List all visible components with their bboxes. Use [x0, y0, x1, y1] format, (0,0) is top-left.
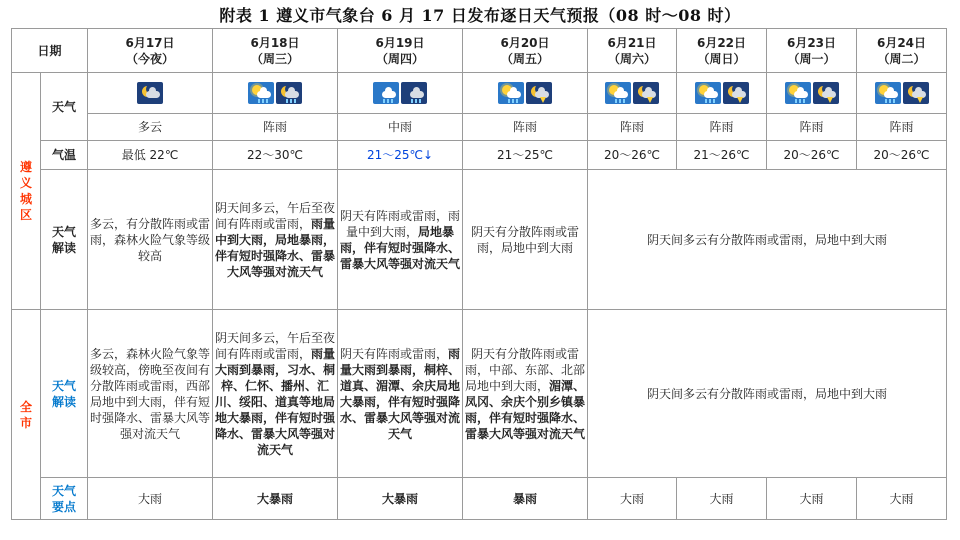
night-shower-icon	[276, 82, 302, 104]
key-value: 大雨	[767, 478, 857, 520]
city-temp-row	[12, 141, 947, 170]
sun-shower-icon	[875, 82, 901, 104]
interp-text: 多云，森林火险气象等级较高，傍晚至夜间有分散阵雨或雷雨，西部局地中到大雨，伴有短时强降水、雷暴大风等强对流天气	[88, 310, 213, 478]
weather-text: 阵雨	[677, 114, 767, 141]
day-header: 6月20日 （周五）	[463, 29, 588, 73]
temp-value: 20～26℃	[857, 141, 947, 170]
weather-icon-cell	[857, 73, 947, 114]
interp-label: 天气 解读	[41, 170, 88, 310]
temp-value: 21～26℃	[677, 141, 767, 170]
sun-shower-icon	[248, 82, 274, 104]
whole-interp-row	[12, 310, 947, 478]
key-value: 大暴雨	[338, 478, 463, 520]
day-header: 6月17日 （今夜）	[88, 29, 213, 73]
day-header: 6月19日 （周四）	[338, 29, 463, 73]
header-row	[12, 29, 947, 73]
temp-label: 气温	[41, 141, 88, 170]
sun-shower-icon	[785, 82, 811, 104]
city-interp-row	[12, 170, 947, 310]
key-value: 大雨	[857, 478, 947, 520]
interp-text: 阴天有分散阵雨或雷雨，局地中到大雨	[463, 170, 588, 310]
weather-icon-cell	[588, 73, 677, 114]
weather-text: 阵雨	[463, 114, 588, 141]
key-value: 大暴雨	[213, 478, 338, 520]
interp-text-merged: 阴天间多云有分散阵雨或雷雨，局地中到大雨	[588, 170, 947, 310]
night-shower-icon	[903, 82, 929, 104]
weather-icon-cell	[213, 73, 338, 114]
weather-text: 多云	[88, 114, 213, 141]
region-city-label: 遵 义 城 区	[12, 73, 41, 310]
night-shower-icon	[633, 82, 659, 104]
day-header: 6月18日 （周三）	[213, 29, 338, 73]
weather-text: 阵雨	[588, 114, 677, 141]
forecast-table	[11, 28, 947, 520]
interp-text: 阴天有分散阵雨或雷雨，中部、东部、北部局地中到大雨，湄潭、凤冈、余庆个别乡镇暴雨，伴有短时强降水、雷暴大风等强对流天气	[463, 310, 588, 478]
sun-shower-icon	[695, 82, 721, 104]
region-whole-label: 全 市	[12, 310, 41, 520]
temp-value: 最低 22℃	[88, 141, 213, 170]
weather-icon-cell	[338, 73, 463, 114]
rain-icon	[373, 82, 399, 104]
weather-text: 中雨	[338, 114, 463, 141]
weather-text: 阵雨	[857, 114, 947, 141]
weather-text: 阵雨	[213, 114, 338, 141]
weather-label: 天气	[41, 73, 88, 141]
day-header: 6月21日 （周六）	[588, 29, 677, 73]
interp-label: 天气 解读	[41, 310, 88, 478]
whole-key-row	[12, 478, 947, 520]
weather-icon-cell	[463, 73, 588, 114]
temp-down-arrow-icon: ↓	[423, 148, 434, 162]
day-header: 6月24日 （周二）	[857, 29, 947, 73]
key-label: 天气 要点	[41, 478, 88, 520]
temp-value: 22～30℃	[213, 141, 338, 170]
weather-icon-cell	[767, 73, 857, 114]
interp-text: 阴天间多云，午后至夜间有阵雨或雷雨，雨量大雨到暴雨，习水、桐梓、仁怀、播州、汇川、绥阳、道真等地局地大暴雨，伴有短时强降水、雷暴大风等强对流天气	[213, 310, 338, 478]
temp-value: 21～25℃↓	[338, 141, 463, 170]
night-shower-icon	[723, 82, 749, 104]
sun-shower-icon	[605, 82, 631, 104]
night-shower-icon	[526, 82, 552, 104]
key-value: 大雨	[88, 478, 213, 520]
interp-text: 阴天间多云，午后至夜间有阵雨或雷雨，雨量中到大雨，局地暴雨，伴有短时强降水、雷暴大风等强对流天气	[213, 170, 338, 310]
page-title: 附表 1 遵义市气象台 6 月 17 日发布逐日天气预报（08 时～08 时）	[219, 6, 741, 25]
city-icon-row	[12, 73, 947, 114]
sun-shower-icon	[498, 82, 524, 104]
weather-text: 阵雨	[767, 114, 857, 141]
cloudy-night-icon	[137, 82, 163, 104]
key-value: 大雨	[677, 478, 767, 520]
night-shower-icon	[813, 82, 839, 104]
interp-text: 多云，有分散阵雨或雷雨，森林火险气象等级较高	[88, 170, 213, 310]
key-value: 暴雨	[463, 478, 588, 520]
night-rain-icon	[401, 82, 427, 104]
weather-icon-cell	[677, 73, 767, 114]
temp-value: 20～26℃	[588, 141, 677, 170]
interp-text: 阴天有阵雨或雷雨，雨量中到大雨，局地暴雨，伴有短时强降水、雷暴大风等强对流天气	[338, 170, 463, 310]
city-weather-row	[12, 114, 947, 141]
interp-text: 阴天有阵雨或雷雨，雨量大雨到暴雨，桐梓、道真、湄潭、余庆局地大暴雨，伴有短时强降水、雷暴大风等强对流天气	[338, 310, 463, 478]
weather-icon-cell	[88, 73, 213, 114]
date-label: 日期	[12, 29, 88, 73]
day-header: 6月23日 （周一）	[767, 29, 857, 73]
interp-text-merged: 阴天间多云有分散阵雨或雷雨，局地中到大雨	[588, 310, 947, 478]
key-value: 大雨	[588, 478, 677, 520]
temp-value: 20～26℃	[767, 141, 857, 170]
day-header: 6月22日 （周日）	[677, 29, 767, 73]
temp-value: 21～25℃	[463, 141, 588, 170]
